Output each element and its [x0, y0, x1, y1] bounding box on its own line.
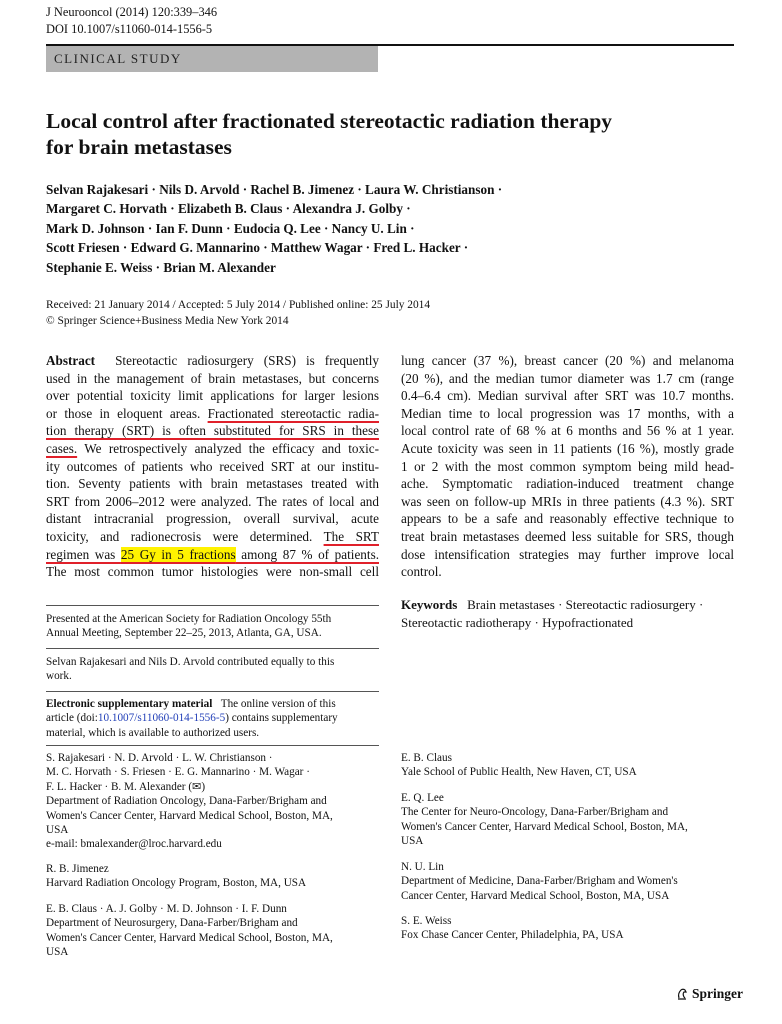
abstract-line — [46, 546, 379, 564]
author-list — [46, 180, 726, 277]
affiliation-block: E. B. Claus · A. J. Golby · M. D. Johnson · I. F. Dunn Department of Neurosurgery, Dana-Farber/Brigham and Women's Cancer Center, Harvard Medical School, Boston, MA, USA — [46, 903, 333, 959]
abstract-right-column — [401, 352, 734, 581]
publisher-logo — [675, 986, 743, 1002]
abstract-line: was seen on follow-up MRIs in three patients (4.3 %). SRT — [401, 493, 734, 509]
keywords-line: Stereotactic radiotherapy · Hypofractionated — [401, 614, 634, 630]
corresponding-email[interactable]: e-mail: bmalexander@lroc.harvard.edu — [46, 838, 222, 851]
red-underline-annotation: cases. — [46, 440, 78, 456]
footnote-supplementary: Electronic supplementary material The online version of this article (doi:10.1007/s11060-014-1556-5) contains supplementary material, which is available to authorized users. — [46, 698, 338, 739]
author-line: Stephanie E. Weiss · Brian M. Alexander — [46, 259, 276, 275]
abstract-line: (20 %), and the median tumor diameter was 1.7 cm (range — [401, 370, 734, 386]
abstract-line: SRT from 2006–2012 were analyzed. The rates of local and — [46, 493, 379, 509]
abstract-line: Median time to local progression was 17 months, with a — [401, 405, 734, 421]
abstract-line: treat brain metastases deemed less suitable for SRS, though — [401, 528, 734, 544]
abstract-line: 1 or 2 with the most common symptom being mild head- — [401, 458, 734, 474]
keywords-label: Keywords — [401, 597, 458, 612]
author-line: Mark D. Johnson · Ian F. Dunn · Eudocia Q. Lee · Nancy U. Lin · — [46, 220, 415, 236]
publisher-name: Springer — [692, 986, 744, 1001]
abstract-line: lung cancer (37 %), breast cancer (20 %) and melanoma — [401, 353, 734, 368]
abstract-line — [46, 422, 379, 440]
keywords-line: Brain metastases · Stereotactic radiosurgery · — [467, 597, 704, 612]
abstract-line: or those in eloquent areas. Fractionated stereotactic radia- — [46, 405, 379, 421]
abstract-line: ache. Symptomatic radiation-induced treatment change — [401, 476, 734, 492]
red-underline-annotation: tion therapy (SRT) is often substituted for SRS in these — [46, 423, 379, 439]
abstract-left-column — [46, 352, 379, 581]
abstract-line: Abstract Stereotactic radiosurgery (SRS) is frequently — [46, 353, 379, 368]
footnote-presented: Presented at the American Society for Radiation Oncology 55th Annual Meeting, September 22–25, 2013, Atlanta, GA, USA. — [46, 613, 332, 640]
dates-line: Received: 21 January 2014 / Accepted: 5 July 2014 / Published online: 25 July 2014 — [46, 299, 431, 311]
abstract-line: Acute toxicity was seen in 11 patients (16 %), mostly grade — [401, 440, 734, 456]
abstract-line: distant intracranial progression, overall survival, acute — [46, 511, 379, 527]
red-underline-annotation: The SRT — [323, 528, 379, 544]
affiliation-block: R. B. Jimenez Harvard Radiation Oncology Program, Boston, MA, USA — [46, 863, 307, 890]
abstract-line: appears to be a safe and reasonably effective technique to — [401, 511, 734, 527]
footnote-contribution: Selvan Rajakesari and Nils D. Arvold contributed equally to this work. — [46, 656, 335, 683]
abstract-line: 0.4–6.4 cm). Median survival after SRT was 10.7 months. — [401, 388, 734, 404]
title-line: Local control after fractionated stereotactic radiation therapy — [46, 109, 613, 133]
affiliation-block: E. B. Claus Yale School of Public Health, New Haven, CT, USA — [401, 752, 637, 779]
copyright-line: © Springer Science+Business Media New York 2014 — [46, 315, 289, 327]
doi-link[interactable]: 10.1007/s11060-014-1556-5 — [97, 712, 226, 725]
abstract-line: control. — [401, 564, 442, 580]
red-underline-annotation: regimen was 25 Gy in 5 fractions among 87 % of patients. — [46, 546, 379, 562]
abstract-line: local control rate of 68 % at 6 months and 56 % at 1 year. — [401, 423, 734, 439]
abstract-line: ity outcomes of patients who received SRT at our institu- — [46, 458, 379, 474]
yellow-highlight-annotation: 25 Gy in 5 fractions — [120, 546, 236, 562]
abstract-line: tion. Seventy patients with brain metastases treated with — [46, 476, 379, 492]
affiliation-block: E. Q. Lee The Center for Neuro-Oncology, Dana-Farber/Brigham and Women's Cancer Center, Harvard Medical School, Boston, MA, USA — [401, 792, 688, 848]
abstract-line: toxicity, and radionecrosis were determined. The SRT — [46, 528, 379, 544]
article-doi: DOI 10.1007/s11060-014-1556-5 — [46, 22, 213, 36]
title-line: for brain metastases — [46, 135, 232, 159]
footnote-rule — [46, 648, 379, 649]
abstract-line: cases. We retrospectively analyzed the efficacy and toxic- — [46, 440, 379, 456]
author-line: Margaret C. Horvath · Elizabeth B. Claus · Alexandra J. Golby · — [46, 201, 411, 217]
footnote-rule — [46, 745, 379, 746]
section-label: CLINICAL STUDY — [54, 51, 182, 66]
abstract-line: over potential toxicity limit applications for larger lesions — [46, 388, 379, 404]
section-label-band — [46, 46, 378, 72]
springer-horse-icon — [675, 987, 689, 1001]
affiliation-block: S. E. Weiss Fox Chase Cancer Center, Philadelphia, PA, USA — [401, 915, 624, 942]
abstract-line: used in the management of brain metastases, but concerns — [46, 370, 379, 386]
affiliation-block: N. U. Lin Department of Medicine, Dana-Farber/Brigham and Women's Cancer Center, Harvard Medical School, Boston, MA, USA — [401, 861, 678, 902]
supplementary-label: Electronic supplementary material — [46, 698, 213, 710]
abstract-line: dose intensification strategies may further improve local — [401, 546, 734, 562]
red-underline-annotation: Fractionated stereotactic radia- — [207, 405, 379, 421]
keywords — [401, 596, 741, 631]
article-title — [46, 108, 726, 160]
abstract-line: The most common tumor histologies were non-small cell — [46, 564, 379, 580]
publication-dates — [46, 297, 430, 329]
footnote-rule — [46, 605, 379, 606]
abstract-label: Abstract — [46, 353, 96, 368]
affiliation-block: S. Rajakesari · N. D. Arvold · L. W. Christianson · M. C. Horvath · S. Friesen · E. G. Mannarino · M. Wagar · F. L. Hacker · B. M. Alexander (✉) Department of Radiation Oncology, Dana-Farber/Brigham and Women's Cancer Center, Harvard Medical School, Boston, MA, USA e-mail: bmalexander@lroc.harvard.edu — [46, 752, 333, 851]
author-line: Scott Friesen · Edward G. Mannarino · Matthew Wagar · Fred L. Hacker · — [46, 240, 469, 256]
journal-citation: J Neurooncol (2014) 120:339–346 — [46, 5, 218, 19]
footnote-rule — [46, 691, 379, 692]
author-line: Selvan Rajakesari · Nils D. Arvold · Rachel B. Jimenez · Laura W. Christianson · — [46, 182, 503, 197]
journal-header — [46, 4, 217, 38]
